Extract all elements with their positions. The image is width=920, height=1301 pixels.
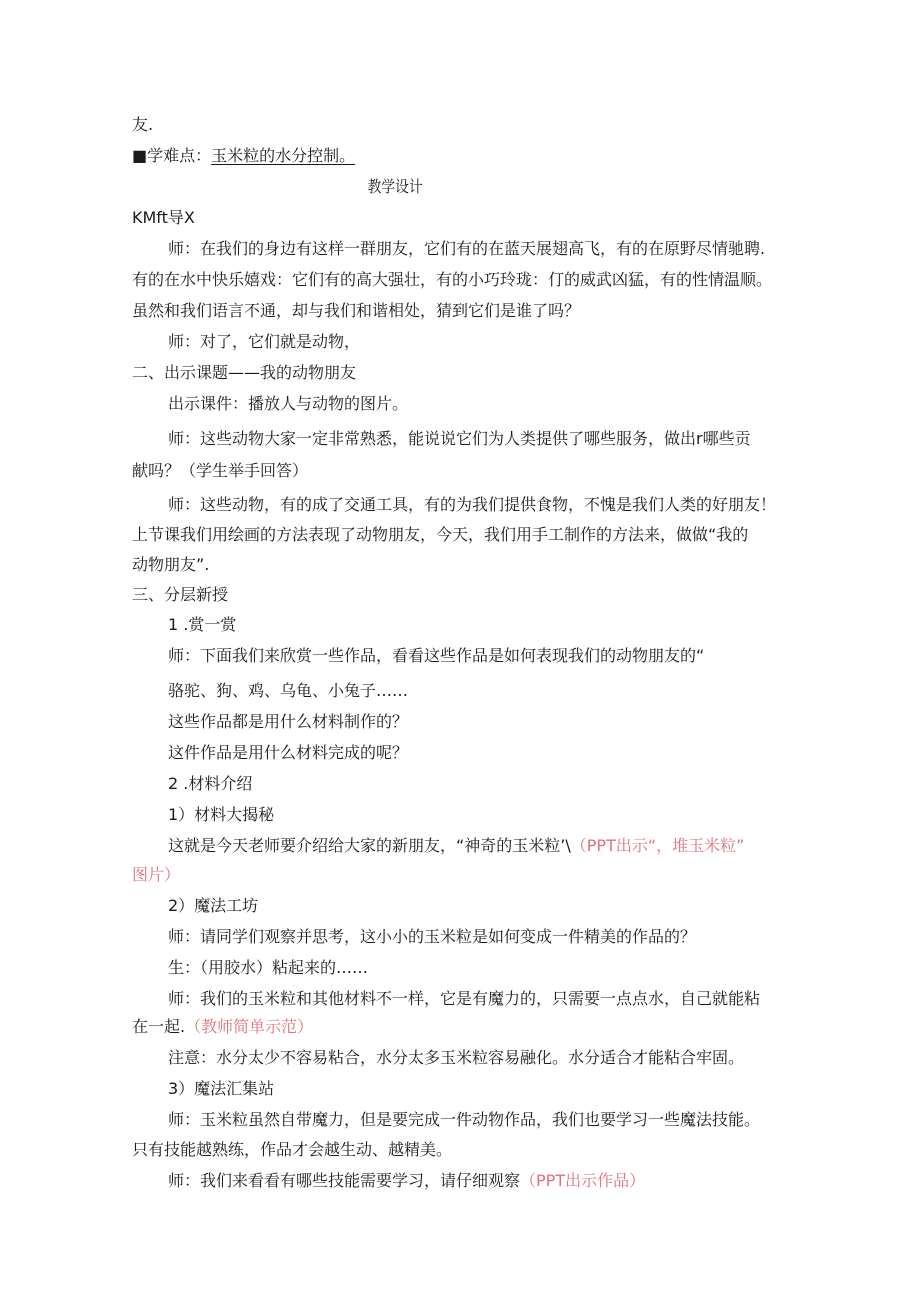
text-main: 师：我们来看看有哪些技能需要学习，请仔细观察 <box>168 1171 521 1190</box>
text-line: 师：这些动物，有的成了交通工具，有的为我们提供食物，不愧是我们人类的好朋友！ <box>168 495 777 514</box>
difficulty-label: ■学难点： <box>132 146 212 165</box>
text-line: 上节课我们用绘画的方法表现了动物朋友，今天，我们用手工制作的方法来，做做“我的 <box>132 525 749 544</box>
section-heading: 二、出示课题——我的动物朋友 <box>132 363 357 382</box>
annotation-text: （PPT出示“，堆玉米粒” <box>570 836 745 855</box>
text-line <box>132 1016 313 1038</box>
text-line: 动物朋友”. <box>132 555 210 574</box>
text-line: 师：请同学们观察并思考，这小小的玉米粒是如何变成一件精美的作品的？ <box>168 927 697 946</box>
difficulty-focus: 玉米粒的水分控制。 <box>211 146 356 165</box>
section-heading: 三、分层新授 <box>132 585 229 604</box>
heading-line: KMft导X <box>132 208 195 227</box>
difficulty-line <box>132 145 355 167</box>
text-line: 师：这些动物大家一定非常熟悉，能说说它们为人类提供了哪些服务，做出r哪些贡 <box>168 429 751 448</box>
subheading: 1 .赏一赏 <box>168 615 237 634</box>
text-line: 这件作品是用什么材料完成的呢？ <box>168 743 409 762</box>
text-line: 师：我们的玉米粒和其他材料不一样，它是有魔力的，只需要一点点水，自己就能粘 <box>168 989 761 1008</box>
text-line: 虽然和我们语言不通，却与我们和谐相处，猜到它们是谁了吗？ <box>132 301 581 320</box>
text-line: 友. <box>132 115 154 134</box>
text-line: 生：（用胶水）粘起来的…… <box>168 958 369 977</box>
text-line: 注意：水分太少不容易粘合，水分太多玉米粒容易融化。水分适合才能粘合牢固。 <box>168 1048 745 1067</box>
text-line: 师：对了，它们就是动物， <box>168 332 361 351</box>
text-line: 师：下面我们来欣赏一些作品，看看这些作品是如何表现我们的动物朋友的“ <box>168 646 705 665</box>
text-line: 这些作品都是用什么材料制作的？ <box>168 712 409 731</box>
subheading: 2 .材料介绍 <box>168 774 253 793</box>
text-line: 有的在水中快乐嬉戏：它们有的高大强壮，有的小巧玲珑：仃的威武凶猛，有的性情温顺。 <box>132 270 773 289</box>
text-line: 献吗？（学生举手回答） <box>132 461 309 480</box>
text-line: 师：在我们的身边有这样一群朋友，它们有的在蓝天展翅高飞，有的在原野尽情驰聘. <box>168 239 766 258</box>
text-line: 出示课件：播放人与动物的图片。 <box>168 394 409 413</box>
text-main: 这就是今天老师要介绍给大家的新朋友，“神奇的玉米粒’\ <box>168 836 571 855</box>
subheading: 1）材料大揭秘 <box>168 805 275 824</box>
annotation-text: （教师简单示范） <box>185 1017 314 1036</box>
text-main: 在一起. <box>132 1017 186 1036</box>
annotation-text: 图片） <box>132 865 181 884</box>
text-line <box>168 1170 645 1192</box>
text-line: 师：玉米粒虽然自带魔力，但是要完成一件动物作品，我们也要学习一些魔法技能。 <box>168 1110 761 1129</box>
subheading: 2）魔法工坊 <box>168 896 259 915</box>
annotation-text: （PPT出示作品） <box>520 1171 646 1190</box>
subheading: 3）魔法汇集站 <box>168 1079 275 1098</box>
text-line <box>168 835 744 857</box>
section-title: 教学设计 <box>367 177 423 196</box>
text-line: 只有技能越熟练，作品才会越生动、越精美。 <box>132 1140 453 1159</box>
text-line: 骆驼、狗、鸡、乌龟、小兔子…… <box>168 681 409 700</box>
